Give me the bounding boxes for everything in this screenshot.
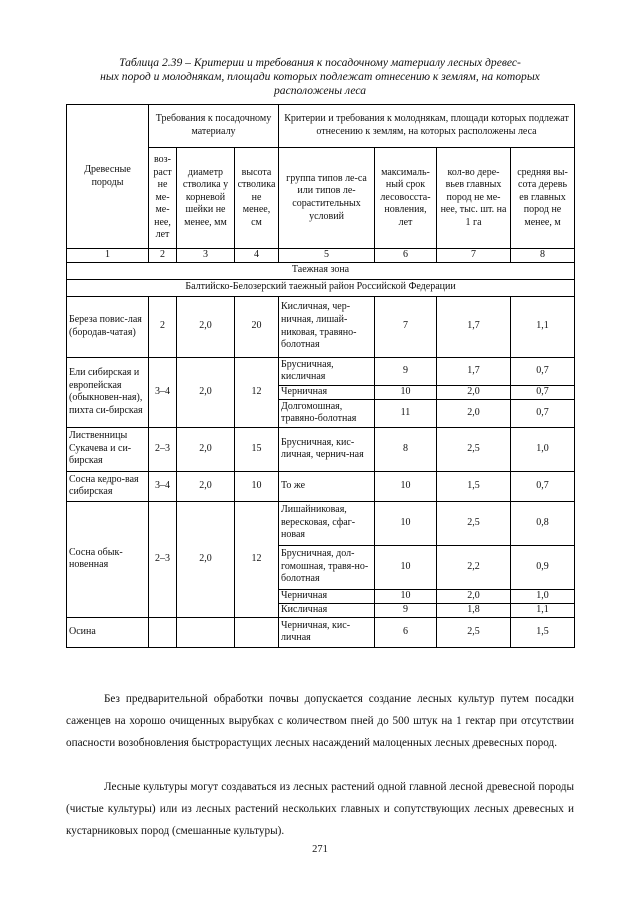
max-term-cell: 10 — [375, 471, 437, 501]
age-cell: 3–4 — [149, 471, 177, 501]
height-cell: 12 — [235, 357, 279, 427]
tree-count-cell: 1,8 — [437, 603, 511, 617]
avg-height-cell: 0,8 — [511, 501, 575, 545]
table-row — [67, 501, 575, 545]
avg-height-cell: 0,7 — [511, 471, 575, 501]
header-young-stands: Критерии и требования к молоднякам, площади которых подлежат отнесению к землям, на которых расположены леса — [279, 105, 575, 148]
forest-group-cell: Брусничная, кис-личная, чернич-ная — [279, 427, 375, 471]
height-cell: 20 — [235, 296, 279, 357]
age-cell: 2 — [149, 296, 177, 357]
height-cell: 15 — [235, 427, 279, 471]
avg-height-cell: 0,9 — [511, 545, 575, 589]
header-age: воз-раст не ме-ме-нее, лет — [149, 148, 177, 249]
avg-height-cell: 1,1 — [511, 603, 575, 617]
forest-group-cell: То же — [279, 471, 375, 501]
avg-height-cell: 1,5 — [511, 617, 575, 647]
height-cell: 10 — [235, 471, 279, 501]
forest-group-cell: Черничная — [279, 589, 375, 603]
caption-line-1: Таблица 2.39 – Критерии и требования к посадочному материалу лесных древес- — [119, 56, 521, 69]
page-number: 271 — [312, 844, 328, 855]
forest-group-cell: Долгомошная, травяно-болотная — [279, 399, 375, 427]
age-cell — [149, 617, 177, 647]
species-cell: Осина — [67, 617, 149, 647]
col-num: 7 — [437, 249, 511, 263]
diameter-cell: 2,0 — [177, 296, 235, 357]
max-term-cell: 11 — [375, 399, 437, 427]
header-planting-material: Требования к посадочному материалу — [149, 105, 279, 148]
species-cell: Сосна обык-новенная — [67, 501, 149, 617]
height-cell — [235, 617, 279, 647]
max-term-cell: 10 — [375, 385, 437, 399]
paragraph-1 — [66, 688, 574, 754]
species-cell: Ели сибирская и европейская (обыкновен-ная), пихта си-бирская — [67, 357, 149, 427]
region-row: Балтийско-Белозерский таежный район Российской Федерации — [67, 279, 575, 296]
col-num: 2 — [149, 249, 177, 263]
tree-count-cell: 1,7 — [437, 357, 511, 385]
column-numbers-row — [67, 249, 575, 263]
col-num: 4 — [235, 249, 279, 263]
tree-count-cell: 2,5 — [437, 427, 511, 471]
col-num: 6 — [375, 249, 437, 263]
col-num: 1 — [67, 249, 149, 263]
paragraph-2-text: Лесные культуры могут создаваться из лесных растений одной главной лесной древесной породы (чистые культуры) или из лесных растений нескольких главных и сопутствующих лесных древесных и кустарниковых пород (смешанные культуры). — [66, 781, 574, 837]
avg-height-cell: 0,7 — [511, 399, 575, 427]
tree-count-cell: 2,0 — [437, 385, 511, 399]
forest-group-cell: Брусничная, дол-гомошная, травя-но-болотная — [279, 545, 375, 589]
header-height: высота стволика не менее, см — [235, 148, 279, 249]
header-species: Древесные породы — [67, 105, 149, 249]
forest-group-cell: Кисличная — [279, 603, 375, 617]
diameter-cell — [177, 617, 235, 647]
forest-group-cell: Черничная — [279, 385, 375, 399]
tree-count-cell: 2,5 — [437, 617, 511, 647]
max-term-cell: 7 — [375, 296, 437, 357]
max-term-cell: 10 — [375, 589, 437, 603]
max-term-cell: 10 — [375, 501, 437, 545]
header-avg-height: средняя вы-сота деревь ев главных пород не менее, м — [511, 148, 575, 249]
table-row — [67, 617, 575, 647]
avg-height-cell: 1,0 — [511, 589, 575, 603]
species-cell: Береза повис-лая (бородав-чатая) — [67, 296, 149, 357]
col-num: 3 — [177, 249, 235, 263]
max-term-cell: 9 — [375, 357, 437, 385]
table-row — [67, 427, 575, 471]
criteria-table — [66, 104, 575, 648]
paragraph-2 — [66, 776, 574, 842]
tree-count-cell: 2,0 — [437, 399, 511, 427]
diameter-cell: 2,0 — [177, 471, 235, 501]
col-num: 8 — [511, 249, 575, 263]
max-term-cell: 9 — [375, 603, 437, 617]
max-term-cell: 6 — [375, 617, 437, 647]
age-cell: 3–4 — [149, 357, 177, 427]
zone-row: Таежная зона — [67, 262, 575, 279]
table-row — [67, 471, 575, 501]
forest-group-cell: Кисличная, чер-ничная, лишай-никовая, травяно-болотная — [279, 296, 375, 357]
caption-line-3: расположены леса — [273, 84, 366, 97]
height-cell: 12 — [235, 501, 279, 617]
forest-group-cell: Брусничная, кисличная — [279, 357, 375, 385]
table-caption — [66, 56, 574, 98]
diameter-cell: 2,0 — [177, 501, 235, 617]
avg-height-cell: 0,7 — [511, 357, 575, 385]
avg-height-cell: 1,1 — [511, 296, 575, 357]
caption-line-2: ных пород и молоднякам, площади которых подлежат отнесению к землям, на которых — [100, 70, 540, 83]
col-num: 5 — [279, 249, 375, 263]
max-term-cell: 8 — [375, 427, 437, 471]
header-diameter: диаметр стволика у корневой шейки не менее, мм — [177, 148, 235, 249]
tree-count-cell: 2,0 — [437, 589, 511, 603]
table-row — [67, 296, 575, 357]
avg-height-cell: 1,0 — [511, 427, 575, 471]
table-row — [67, 357, 575, 385]
tree-count-cell: 1,5 — [437, 471, 511, 501]
forest-group-cell: Лишайниковая, вересковая, сфаг-новая — [279, 501, 375, 545]
tree-count-cell: 2,2 — [437, 545, 511, 589]
tree-count-cell: 2,5 — [437, 501, 511, 545]
species-cell: Лиственницы Сукачева и си-бирская — [67, 427, 149, 471]
diameter-cell: 2,0 — [177, 357, 235, 427]
age-cell: 2–3 — [149, 501, 177, 617]
tree-count-cell: 1,7 — [437, 296, 511, 357]
header-tree-count: кол-во дере-вьев главных пород не ме-нее, тыс. шт. на 1 га — [437, 148, 511, 249]
species-cell: Сосна кедро-вая сибирская — [67, 471, 149, 501]
avg-height-cell: 0,7 — [511, 385, 575, 399]
header-max-term: максималь-ный срок лесовосста-новления, лет — [375, 148, 437, 249]
age-cell: 2–3 — [149, 427, 177, 471]
paragraph-1-text: Без предварительной обработки почвы допускается создание лесных культур путем посадки саженцев на хорошо очищенных вырубках с количеством пней до 500 штук на 1 гектар при отсутствии опасности возобновления быстрорастущих лесных насаждений малоценных лесных древесных пород. — [66, 693, 574, 749]
forest-group-cell: Черничная, кис-личная — [279, 617, 375, 647]
max-term-cell: 10 — [375, 545, 437, 589]
diameter-cell: 2,0 — [177, 427, 235, 471]
header-forest-group: группа типов ле-са или типов ле-сорастительных условий — [279, 148, 375, 249]
